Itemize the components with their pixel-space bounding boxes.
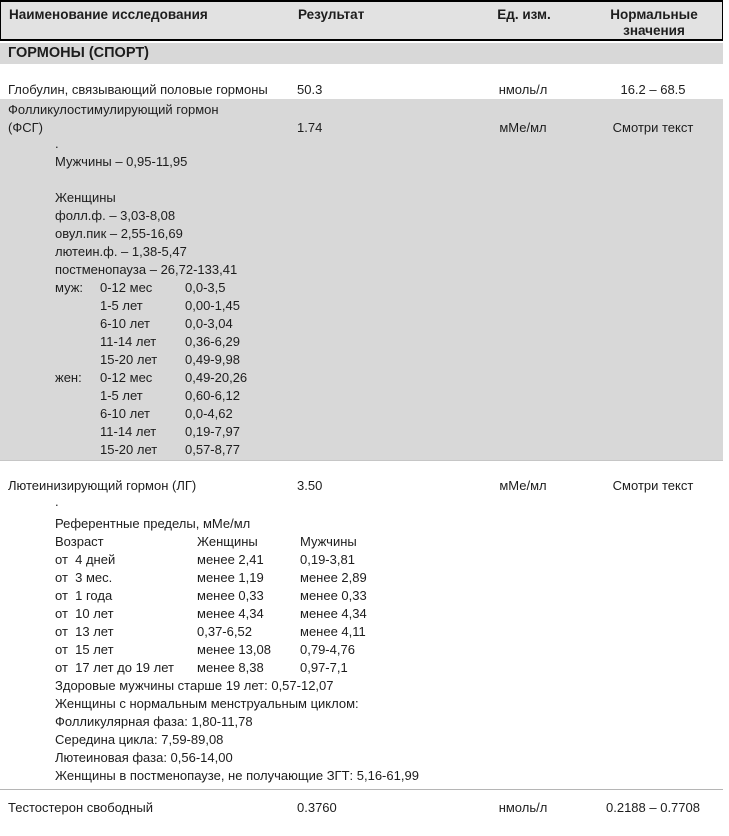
age-group-label xyxy=(55,315,100,333)
ref-men-value: менее 0,33 xyxy=(300,588,367,603)
age-band: 15-20 лет xyxy=(100,352,158,367)
table-row-shbg xyxy=(0,81,723,99)
column-header-normal: Нормальные значения xyxy=(610,7,698,38)
ref-women-value: менее 2,41 xyxy=(197,552,264,567)
age-range-value: 0,36-6,29 xyxy=(185,334,240,349)
lh-reference-table xyxy=(55,551,723,677)
fsh-women-range-line: фолл.ф. – 3,03-8,08 xyxy=(55,208,176,223)
fsh-women-ranges xyxy=(0,207,723,279)
column-header-unit: Ед. изм. xyxy=(497,7,551,22)
ref-age: от 13 лет xyxy=(55,624,114,639)
ref-age: от 17 лет до 19 лет xyxy=(55,660,174,675)
ref-header-women: Женщины xyxy=(197,534,258,549)
fsh-men-range: Мужчины – 0,95-11,95 xyxy=(55,154,188,169)
lh-reference-notes xyxy=(0,677,723,785)
age-range-value: 0,49-20,26 xyxy=(185,370,248,385)
analyte-name: Лютеинизирующий гормон (ЛГ) xyxy=(8,478,197,493)
analyte-name xyxy=(0,101,278,137)
row-divider xyxy=(0,789,723,790)
ref-women-value: менее 13,08 xyxy=(197,642,271,657)
age-range-value: 0,19-7,97 xyxy=(185,424,240,439)
column-header-name: Наименование исследования xyxy=(9,7,208,22)
lh-note-line: Женщины в постменопаузе, не получающие ЗГТ: 5,16-61,99 xyxy=(55,768,419,783)
analyte-result: 1.74 xyxy=(297,120,323,135)
age-group-label: жен: xyxy=(55,370,82,385)
age-group-label xyxy=(55,405,100,423)
table-row-fsh xyxy=(0,99,723,461)
ref-women-value: менее 1,19 xyxy=(197,570,264,585)
age-range-value: 0,0-4,62 xyxy=(185,406,233,421)
table-row-lh xyxy=(0,477,723,785)
reference-dot: . xyxy=(55,494,59,509)
age-range-value: 0,57-8,77 xyxy=(185,442,240,457)
ref-men-value: менее 4,34 xyxy=(300,606,367,621)
ref-women-value: 0,37-6,52 xyxy=(197,624,252,639)
lh-note-line: Женщины с нормальным менструальным циклом: xyxy=(55,696,359,711)
analyte-name-line1: Фолликулостимулирующий гормон xyxy=(8,102,219,117)
lh-note-line: Фолликулярная фаза: 1,80-11,78 xyxy=(55,714,253,729)
fsh-women-range-line: постменопауза – 26,72-133,41 xyxy=(55,262,238,277)
lh-note-line: Середина цикла: 7,59-89,08 xyxy=(55,732,224,747)
age-group-label xyxy=(55,297,100,315)
fsh-main-line xyxy=(0,101,723,137)
analyte-unit: мМе/мл xyxy=(499,478,547,493)
fsh-age-reference-table xyxy=(55,279,723,459)
age-range-value: 0,60-6,12 xyxy=(185,388,240,403)
ref-men-value: менее 4,11 xyxy=(300,624,366,639)
column-header-result: Результат xyxy=(298,7,365,22)
age-group-label xyxy=(55,441,100,459)
analyte-result: 0.3760 xyxy=(297,800,337,815)
analyte-name: Глобулин, связывающий половые гормоны xyxy=(8,82,268,97)
ref-header-men: Мужчины xyxy=(300,534,357,549)
age-range-value: 0,0-3,04 xyxy=(185,316,233,331)
ref-men-value: 0,97-7,1 xyxy=(300,660,348,675)
ref-women-value: менее 4,34 xyxy=(197,606,264,621)
age-group-label: муж: xyxy=(55,280,84,295)
lh-note-line: Здоровые мужчины старше 19 лет: 0,57-12,07 xyxy=(55,678,334,693)
age-band: 11-14 лет xyxy=(100,424,157,439)
analyte-unit: нмоль/л xyxy=(498,82,548,97)
ref-women-value: менее 0,33 xyxy=(197,588,264,603)
ref-age: от 3 мес. xyxy=(55,570,113,585)
lh-reference-title: Референтные пределы, мМе/мл xyxy=(55,516,251,531)
age-band: 15-20 лет xyxy=(100,442,158,457)
age-band: 1-5 лет xyxy=(100,388,143,403)
analyte-unit: мМе/мл xyxy=(499,120,547,135)
reference-dot: . xyxy=(55,136,59,151)
analyte-name-line2: (ФСГ) xyxy=(8,120,43,135)
analyte-unit: нмоль/л xyxy=(498,800,548,815)
fsh-women-range-line: лютеин.ф. – 1,38-5,47 xyxy=(55,244,187,259)
analyte-name: Тестостерон свободный xyxy=(8,800,154,815)
ref-men-value: 0,79-4,76 xyxy=(300,642,355,657)
age-range-value: 0,0-3,5 xyxy=(185,280,226,295)
ref-age: от 15 лет xyxy=(55,642,114,657)
analyte-normal-range: Смотри текст xyxy=(612,478,694,493)
spacer xyxy=(0,171,723,189)
fsh-women-range-line: овул.пик – 2,55-16,69 xyxy=(55,226,183,241)
ref-men-value: 0,19-3,81 xyxy=(300,552,355,567)
analyte-result: 50.3 xyxy=(297,82,323,97)
ref-men-value: менее 2,89 xyxy=(300,570,367,585)
analyte-normal-range: Смотри текст xyxy=(612,120,694,135)
ref-age: от 4 дней xyxy=(55,552,116,567)
table-header-row xyxy=(0,0,723,41)
age-band: 6-10 лет xyxy=(100,316,150,331)
age-group-label xyxy=(55,387,100,405)
lh-reference-table-header xyxy=(55,533,723,551)
analyte-normal-range: 16.2 – 68.5 xyxy=(620,82,686,97)
age-band: 11-14 лет xyxy=(100,334,157,349)
age-group-label xyxy=(55,333,100,351)
age-range-value: 0,00-1,45 xyxy=(185,298,240,313)
lh-main-line xyxy=(0,477,723,495)
analyte-normal-range: 0.2188 – 0.7708 xyxy=(606,800,700,815)
ref-age: от 10 лет xyxy=(55,606,114,621)
lh-note-line: Лютеиновая фаза: 0,56-14,00 xyxy=(55,750,233,765)
age-group-label xyxy=(55,351,100,369)
age-band: 1-5 лет xyxy=(100,298,143,313)
ref-header-age: Возраст xyxy=(55,534,104,549)
ref-age: от 1 года xyxy=(55,588,113,603)
age-band: 0-12 мес xyxy=(100,280,153,295)
age-band: 6-10 лет xyxy=(100,406,150,421)
analyte-result: 3.50 xyxy=(297,478,323,493)
age-group-label xyxy=(55,423,100,441)
section-header-hormones-sport: ГОРМОНЫ (СПОРТ) xyxy=(0,43,723,64)
fsh-women-label: Женщины xyxy=(55,190,116,205)
age-band: 0-12 мес xyxy=(100,370,153,385)
table-row-free-testosterone xyxy=(0,799,723,817)
ref-women-value: менее 8,38 xyxy=(197,660,264,675)
age-range-value: 0,49-9,98 xyxy=(185,352,240,367)
